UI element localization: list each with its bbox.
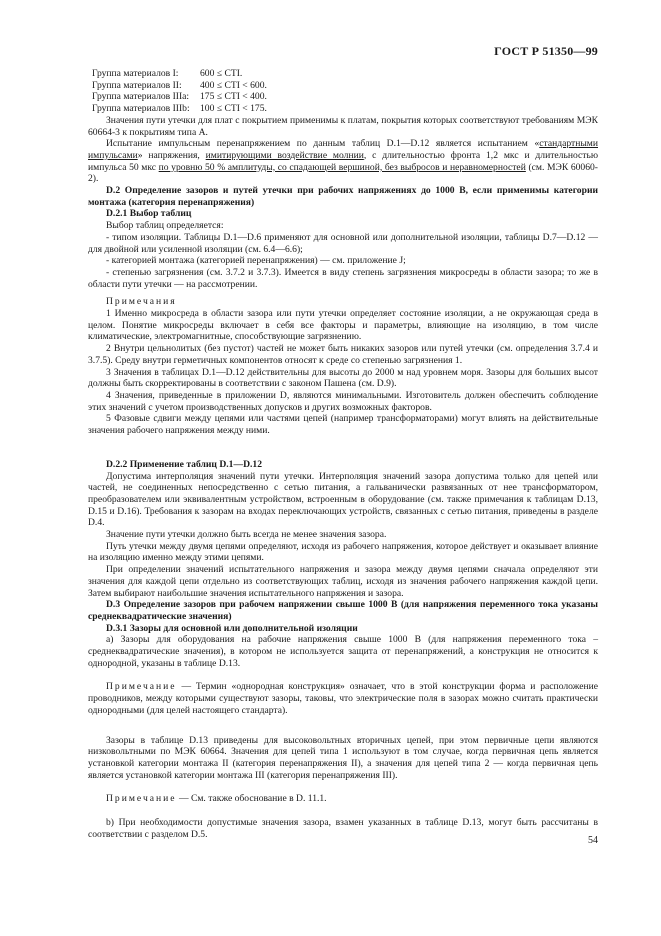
note-item: 2 Внутри цельнолитых (без пустот) частей не может быть никаких зазоров или путей утечки (см. определения 3.7.4 и 3.7.5). Среду внутри герметичных компонентов относят к среде со степенью загрязнения 1.: [88, 343, 598, 366]
creepage-paragraph: Значения пути утечки для плат с покрытием применимы к платам, покрытия которых соответствуют требованиям МЭК 60664-3 к покрытиям типа А.: [88, 114, 598, 138]
note-item: 5 Фазовые сдвиги между цепями или частями цепей (например трансформаторами) могут влиять на действительные значения рабочего напряжения между ними.: [88, 413, 598, 437]
material-group-row: Группа материалов IIIb: 100 ≤ CTI < 175.: [92, 103, 267, 115]
note-item: 4 Значения, приведенные в приложении D, являются минимальными. Изготовитель должен обеспечить соблюдение этих значений с учетом производственных допусков и других возможных факторов.: [88, 389, 598, 413]
d13-paragraph: Зазоры в таблице D.13 приведены для высоковольтных вторичных цепей, при этом первичные цепи являются низковольтными по МЭК 60664. Значения для цепей типа 1 используют в том случае, когда первичная цепь является установкой категории монтажа II (категория перенапряжения II), а значения для цепей типа 2 — когда первичная цепь является установкой категории монтажа III (категория перенапряжения III).: [88, 734, 598, 781]
list-item: - степенью загрязнения (см. 3.7.2 и 3.7.3). Имеется в виду степень загрязнения микросреды в области зазора; то же в области пути утечки — на рассмотрении.: [88, 266, 598, 290]
notes-heading: Примечания: [106, 296, 177, 308]
section-d3-title: D.3 Определение зазоров при рабочем напряжении свыше 1000 В (для напряжения переменного тока указаны среднеквадратические значения): [88, 599, 598, 622]
note-homogeneous: Примечание — Термин «однородная конструкция» означает, что в этой конструкции форма и расположение проводников, между которыми существуют зазоры, таковы, что электрические поля в зазорах можно считать практически однородными (для целей настоящего стандарта).: [88, 681, 598, 716]
material-group-row: Группа материалов IIIa: 175 ≤ CTI < 400.: [92, 91, 267, 103]
document-body: [88, 68, 598, 840]
note-item: 3 Значения в таблицах D.1—D.12 действительны для высоты до 2000 м над уровнем моря. Зазоры для больших высот должны быть скорректированы в соответствии с законом Пашена (см. D.9).: [88, 366, 598, 390]
note-reference: Примечание — См. также обоснование в D. 11.1.: [106, 793, 327, 805]
section-d22-title: D.2.2 Применение таблиц D.1—D.12: [106, 458, 262, 470]
list-item: - категорией монтажа (категорией перенапряжения) — см. приложение J;: [106, 255, 406, 267]
section-d2-title: D.2 Определение зазоров и путей утечки при рабочих напряжениях до 1000 В, если применимы категории монтажа (категория перенапряжения): [88, 185, 598, 208]
d22-paragraph: Допустима интерполяция значений пути утечки. Интерполяция значений зазора допустима только для цепей или частей, не соединенных непосредственно с сетью питания, а гальванически развязанных от нее трансформатором, преобразователем или эквивалентным устройством, встроенным в оборудование (см. также примечания к таблицам D.13, D.15 и D.16). Требования к зазорам на входах переключающих устройств, связанных с сетью питания, приведены в разделе D.4.: [88, 470, 598, 529]
list-item: - типом изоляции. Таблицы D.1—D.6 применяют для основной или дополнительной изоляции, таблицы D.7—D.12 — для двойной или усиленной изоляции (см. 6.4—6.6);: [88, 231, 598, 255]
material-group-row: Группа материалов I: 600 ≤ CTI.: [92, 68, 243, 79]
d22-paragraph: Значение пути утечки должно быть всегда не менее значения зазора.: [106, 529, 387, 541]
d21-intro: Выбор таблиц определяется:: [106, 220, 224, 232]
impulse-paragraph: Испытание импульсным перенапряжением по данным таблиц D.1—D.12 является испытанием «стандартными импульсами» напряжения, имитирующими воздействие молнии, с длительностью фронта 1,2 мкс и длительностью импульса 50 мкс по уровню 50 % амплитуды, со спадающей вершиной, без выбросов и неравномерностей (см. МЭК 60060-2).: [88, 138, 599, 185]
section-d21-title: D.2.1 Выбор таблиц: [106, 208, 192, 220]
d22-paragraph: При определении значений испытательного напряжения и зазора между двумя цепями сначала определяют эти значения для каждой цепи отдельно из соответствующих таблиц, исходя из значения рабочего напряжения каждой цепи. Затем выбирают наибольшие значения испытательного напряжения и зазора.: [88, 564, 598, 599]
material-group-row: Группа материалов II: 400 ≤ CTI < 600.: [92, 79, 267, 91]
material-groups: [92, 68, 598, 115]
d31-item-a: a) Зазоры для оборудования на рабочие напряжения свыше 1000 В (для напряжения переменного тока – среднеквадратические значения), в котором не используется защита от перенапряжений, а конструкция не относится к однородной, указаны в таблице D.13.: [88, 634, 598, 669]
d31-item-b: b) При необходимости допустимые значения зазора, взамен указанных в таблице D.13, могут быть рассчитаны в соответствии с разделом D.5.: [88, 817, 598, 840]
standard-header: ГОСТ Р 51350—99: [494, 44, 598, 58]
section-d31-title: D.3.1 Зазоры для основной или дополнительной изоляции: [106, 622, 358, 634]
d22-paragraph: Путь утечки между двумя цепями определяют, исходя из рабочего напряжения, которое действует и оказывает влияние на изоляцию именно между этими цепями.: [88, 540, 598, 564]
page-number: 54: [588, 835, 598, 846]
note-item: 1 Именно микросреда в области зазора или пути утечки определяет состояние изоляции, а не окружающая среда в целом. Понятие микросреды включает в себя все факторы и параметры, влияющие на изоляцию, в том числе климатические, электромагнитные, способствующие загрязнению.: [88, 308, 598, 343]
